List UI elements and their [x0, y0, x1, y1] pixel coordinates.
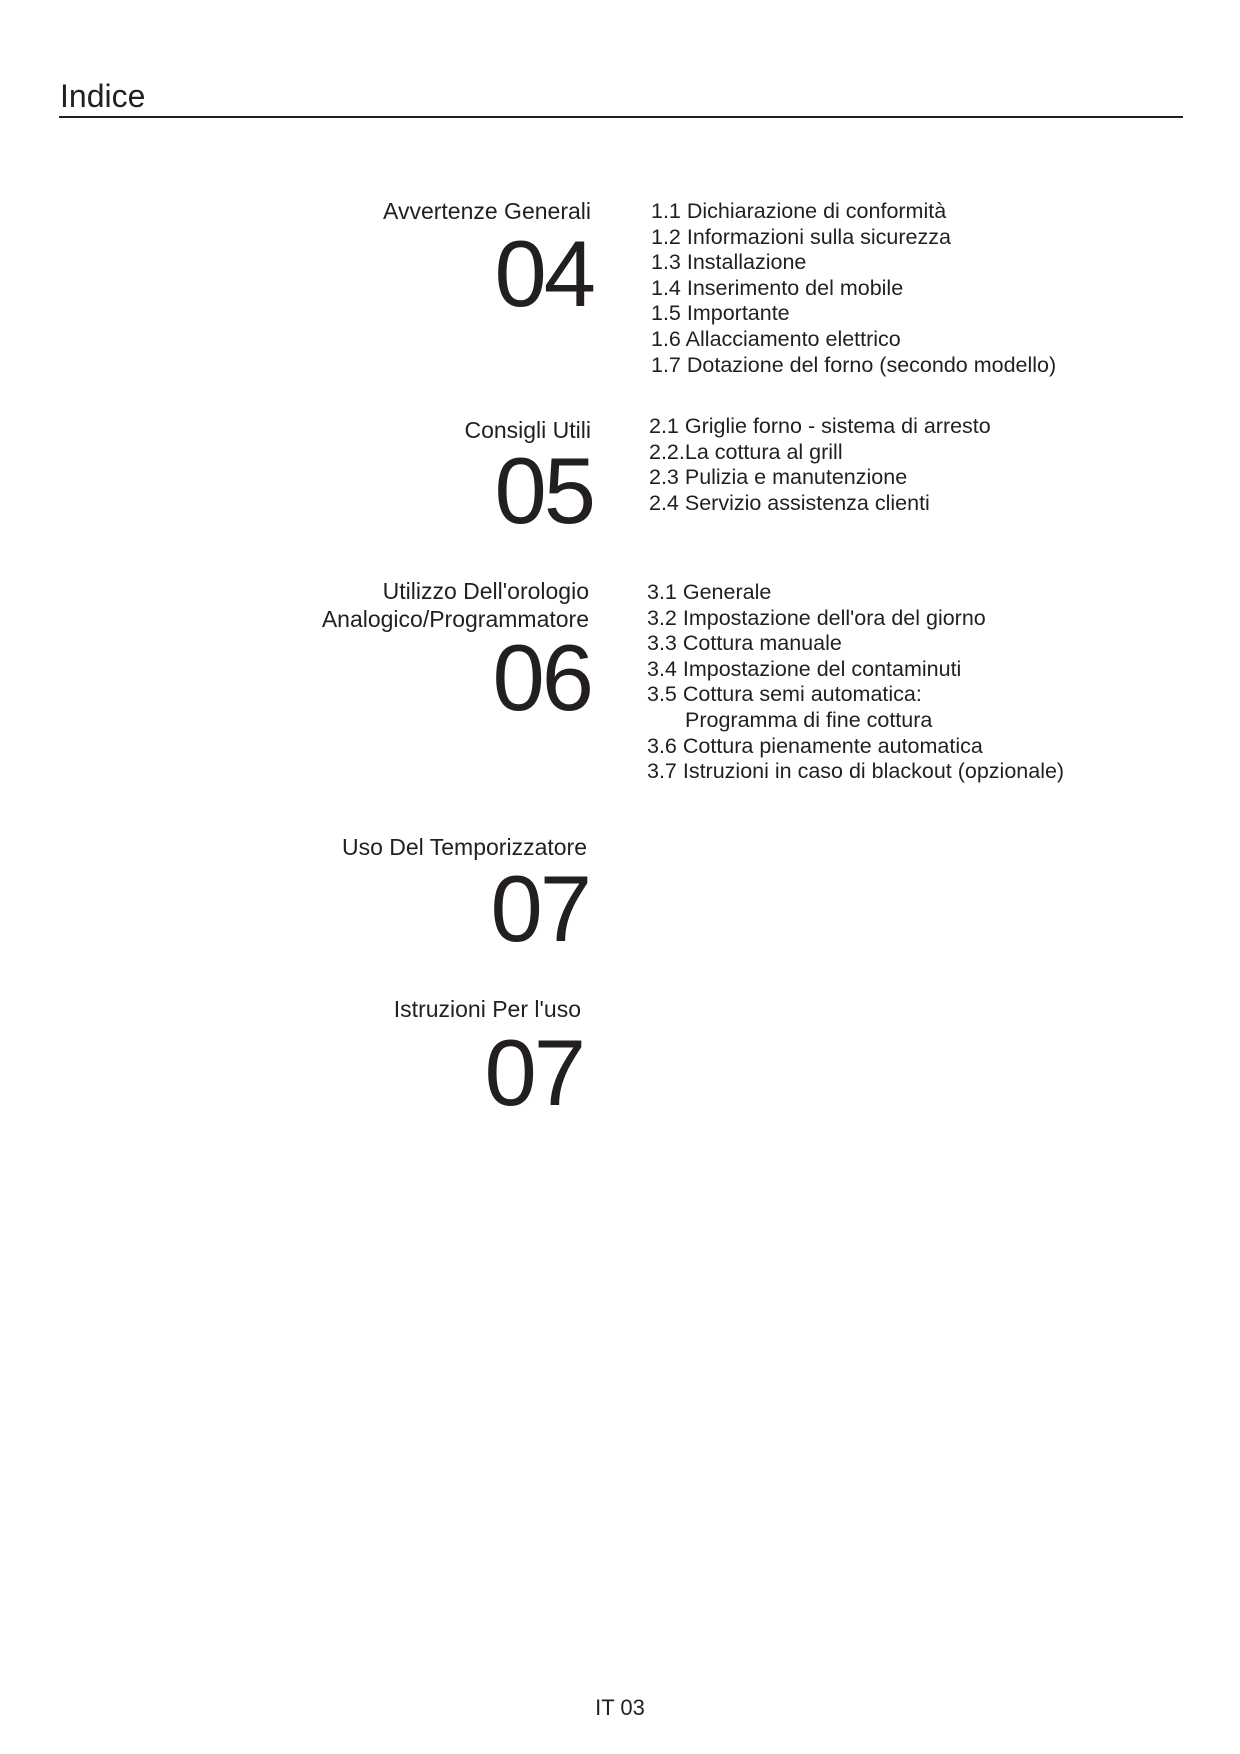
toc-item-text: 2.4 Servizio assistenza clienti: [649, 490, 930, 515]
toc-item-text: 2.1 Griglie forno - sistema di arresto: [649, 414, 991, 438]
section-heading-line: Analogico/Programmatore: [321, 606, 589, 632]
toc-item: [651, 327, 1056, 353]
title-divider: [59, 116, 1183, 118]
section-page-number: 06: [492, 625, 591, 730]
section-heading: [394, 995, 581, 1023]
toc-item-text: 3.2 Impostazione dell'ora del giorno: [647, 605, 986, 630]
section-items: [649, 414, 991, 516]
section-page-number: 04: [494, 221, 593, 326]
section-page-number: 05: [494, 438, 593, 543]
toc-item: [647, 734, 1064, 760]
toc-item-text: 3.4 Impostazione del contaminuti: [647, 656, 962, 681]
section-items: [651, 199, 1056, 378]
toc-item: [649, 414, 991, 440]
toc-item-text: 3.1 Generale: [647, 580, 772, 604]
toc-item: [651, 199, 1056, 225]
toc-item: [651, 276, 1056, 302]
toc-item-text: 3.6 Cottura pienamente automatica: [647, 733, 983, 758]
toc-item: [647, 657, 1064, 683]
toc-item-text: 3.7 Istruzioni in caso di blackout (opzionale): [647, 759, 1065, 784]
toc-item: [649, 440, 991, 466]
section-heading-line: Avvertenze Generali: [383, 198, 591, 224]
section-heading-line: Consigli Utili: [464, 417, 591, 443]
section-heading-line: Utilizzo Dell'orologio: [382, 578, 589, 604]
section-heading-line: Uso Del Temporizzatore: [341, 834, 587, 860]
toc-item: [647, 631, 1064, 657]
toc-item: [651, 301, 1056, 327]
toc-item-text: 3.5 Cottura semi automatica:: [647, 682, 922, 707]
toc-item: [649, 465, 991, 491]
section-page-number: 07: [484, 1020, 583, 1125]
toc-item: [647, 606, 1064, 632]
section-page-number: 07: [490, 856, 589, 961]
toc-item-text: 3.3 Cottura manuale: [647, 631, 842, 656]
toc-item: [647, 759, 1064, 785]
section-items: [647, 580, 1064, 785]
toc-item: [651, 225, 1056, 251]
toc-item-text: 1.2 Informazioni sulla sicurezza: [651, 224, 951, 249]
toc-item: [649, 491, 991, 517]
toc-item: [647, 580, 1064, 606]
page-number: IT 03: [595, 1695, 645, 1720]
toc-item: [651, 250, 1056, 276]
toc-item-continuation: Programma di fine cottura: [685, 707, 933, 732]
toc-item-text: 2.2.La cottura al grill: [649, 439, 843, 464]
toc-item: [651, 353, 1056, 379]
page-title: Indice: [60, 78, 146, 114]
section-heading-line: Istruzioni Per l'uso: [393, 996, 581, 1022]
toc-item-text: 1.4 Inserimento del mobile: [651, 275, 904, 300]
toc-item-text: 1.6 Allacciamento elettrico: [651, 326, 901, 351]
toc-item-text: 2.3 Pulizia e manutenzione: [649, 465, 908, 490]
toc-item-text: 1.3 Installazione: [651, 250, 807, 275]
toc-item: [647, 682, 1064, 733]
toc-item-text: 1.5 Importante: [651, 301, 790, 326]
toc-item-text: 1.1 Dichiarazione di conformità: [651, 199, 947, 223]
toc-item-text: 1.7 Dotazione del forno (secondo modello): [651, 352, 1057, 377]
